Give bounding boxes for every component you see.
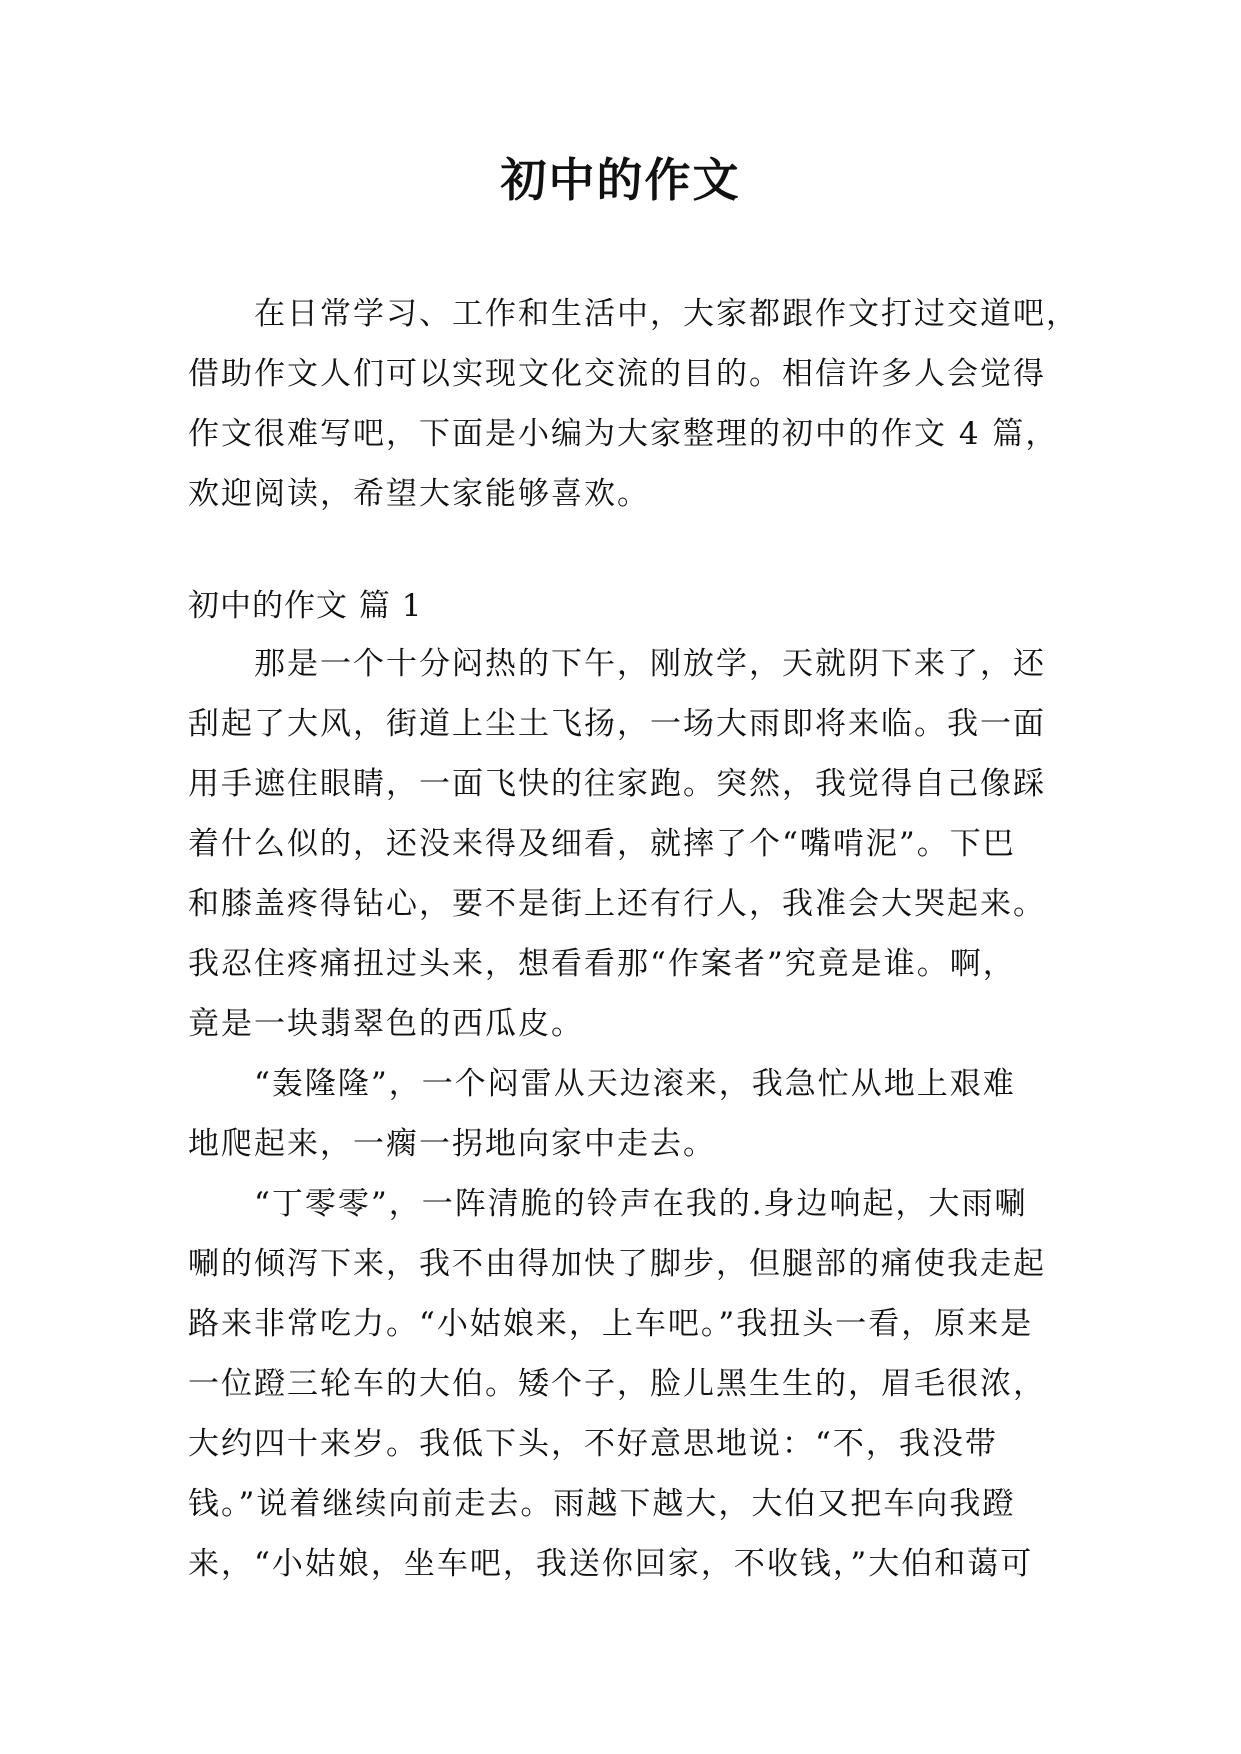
text-line: 路来非常吃力。“小姑娘来，上车吧。”我扭头一看，原来是 [188,1306,1034,1342]
text-line: 在日常学习、工作和生活中，大家都跟作文打过交道吧， [254,296,1079,332]
section-heading: 初中的作文 篇 1 [188,588,423,624]
text-line: 欢迎阅读，希望大家能够喜欢。 [188,476,650,512]
document-title: 初中的作文 [500,153,741,207]
text-line: 一位蹬三轮车的大伯。矮个子，脸儿黑生生的，眉毛很浓， [188,1366,1046,1402]
text-line: “丁零零”，一阵清脆的铃声在我的.身边响起，大雨唰 [254,1186,1028,1222]
text-line: “轰隆隆”，一个闷雷从天边滚来，我急忙从地上艰难 [254,1066,1016,1102]
section-body [188,634,1066,1594]
text-line: 那是一个十分闷热的下午，刚放学，天就阴下来了，还 [254,646,1046,682]
text-line: 钱。”说着继续向前走去。雨越下越大，大伯又把车向我蹬 [188,1486,1016,1522]
text-line: 着什么似的，还没来得及细看，就摔了个“嘴啃泥”。下巴 [188,826,1016,862]
text-line: 刮起了大风，街道上尘土飞扬，一场大雨即将来临。我一面 [188,706,1046,742]
intro-paragraph [188,284,1079,524]
text-line: 我忍住疼痛扭过头来，想看看那“作案者”究竟是谁。啊， [188,946,1016,982]
text-line: 作文很难写吧，下面是小编为大家整理的初中的作文 4 篇， [188,416,1059,452]
text-line: 唰的倾泻下来，我不由得加快了脚步，但腿部的痛使我走起 [188,1246,1046,1282]
section-heading-block [188,576,1066,636]
text-line: 用手遮住眼睛，一面飞快的往家跑。突然，我觉得自己像踩 [188,766,1046,802]
text-line: 大约四十来岁。我低下头，不好意思地说：“不，我没带 [188,1426,998,1462]
text-line: 来，“小姑娘，坐车吧，我送你回家，不收钱，”大伯和蔼可 [188,1546,1034,1582]
text-line: 借助作文人们可以实现文化交流的目的。相信许多人会觉得 [188,356,1046,392]
text-line: 竟是一块翡翠色的西瓜皮。 [188,1006,584,1042]
text-line: 地爬起来，一瘸一拐地向家中走去。 [188,1126,716,1162]
text-line: 和膝盖疼得钻心，要不是街上还有行人，我准会大哭起来。 [188,886,1046,922]
